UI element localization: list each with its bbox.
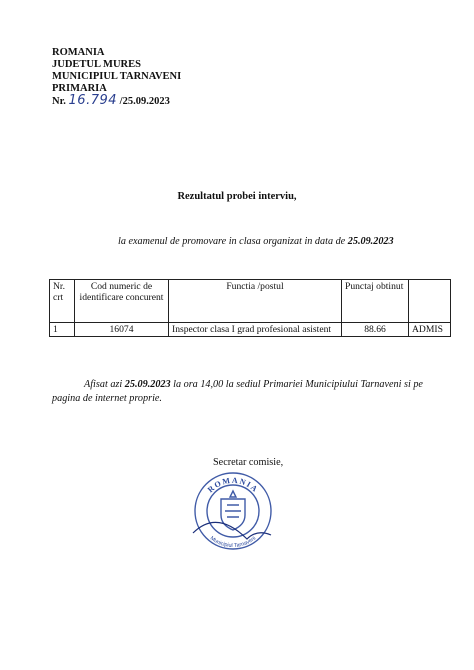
nr-date: /25.09.2023 bbox=[119, 96, 170, 107]
header-punctaj: Punctaj obtinut bbox=[342, 280, 409, 323]
stamp-top-text: ROMANIA bbox=[205, 475, 261, 495]
nr-handwritten-value: 16.794 bbox=[68, 93, 118, 108]
document-subtitle bbox=[118, 236, 394, 247]
stamp-bottom-text: Municipiul Tarnaveni bbox=[208, 535, 258, 550]
header-cod-numeric: Cod numeric de identificare concurent bbox=[75, 280, 169, 323]
subtitle-text: la examenul de promovare in clasa organizat in data de bbox=[118, 236, 348, 247]
notice-part1: Afisat azi bbox=[84, 379, 125, 390]
cell-result: ADMIS bbox=[409, 323, 451, 337]
header-county: JUDETUL MURES bbox=[52, 59, 141, 70]
table-row bbox=[50, 323, 451, 337]
header-nr-crt: Nr. crt bbox=[50, 280, 75, 323]
subtitle-date: 25.09.2023 bbox=[347, 236, 394, 247]
header-institution: PRIMARIA bbox=[52, 83, 107, 94]
posting-notice bbox=[52, 378, 424, 406]
header-result bbox=[409, 280, 451, 323]
header-country: ROMANIA bbox=[52, 47, 105, 58]
header-municipality: MUNICIPIUL TARNAVENI bbox=[52, 71, 182, 82]
document-header bbox=[52, 47, 181, 108]
notice-part2: la ora 14,00 la sediul Primariei Municipiului Tarnaveni si pe pagina de internet proprie. bbox=[52, 379, 423, 404]
cell-punctaj: 88.66 bbox=[342, 323, 409, 337]
nr-label: Nr. bbox=[52, 96, 66, 107]
table-header-row bbox=[50, 280, 451, 323]
registration-number bbox=[52, 95, 181, 108]
results-table bbox=[49, 279, 451, 337]
cell-cod-numeric: 16074 bbox=[75, 323, 169, 337]
secretary-label: Secretar comisie, bbox=[213, 457, 284, 468]
document-title: Rezultatul probei interviu, bbox=[177, 191, 297, 202]
cell-nr-crt: 1 bbox=[50, 323, 75, 337]
official-stamp-icon bbox=[187, 469, 279, 551]
notice-date: 25.09.2023 bbox=[124, 379, 171, 390]
header-functia: Functia /postul bbox=[169, 280, 342, 323]
cell-functia: Inspector clasa I grad profesional asistent bbox=[169, 323, 342, 337]
